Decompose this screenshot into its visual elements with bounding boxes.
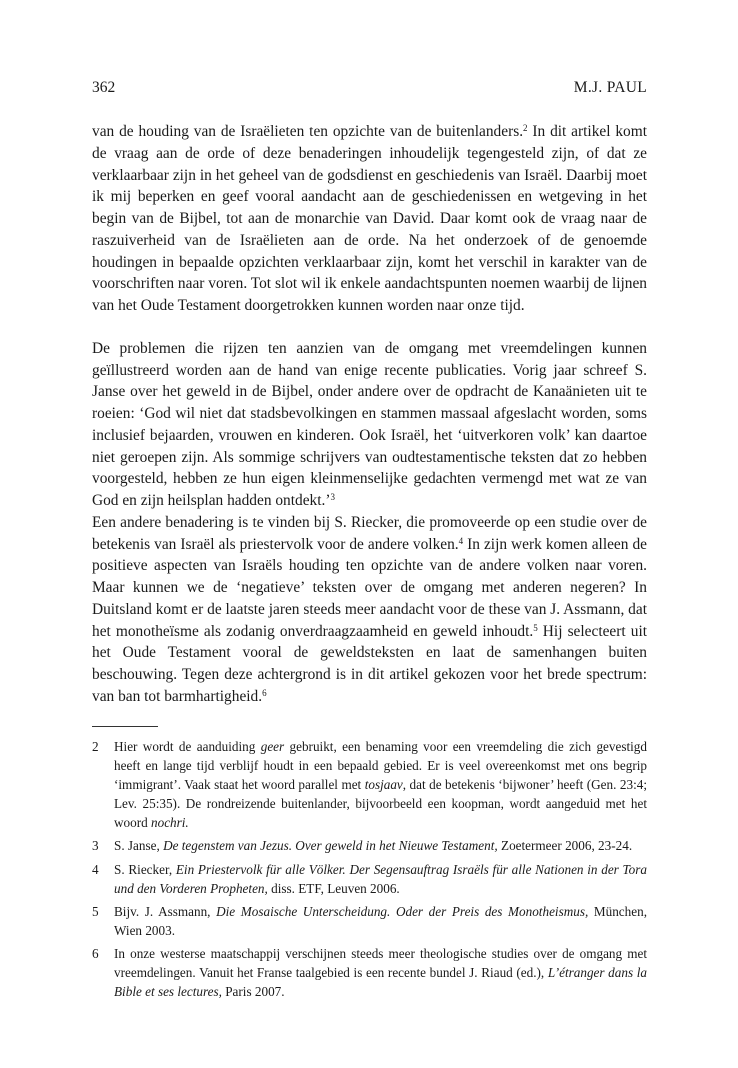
paragraph-2: De problemen die rijzen ten aanzien van de omgang met vreemdelingen kunnen geïllustreerd worden aan de hand van enige recente publicaties. Vorig jaar schreef S. Janse over het geweld in de Bijbel, onder andere over de opdracht de Kanaänieten uit te roeien: ‘God wil niet dat stadsbevolkingen en stammen massaal afgeslacht worden, soms inclusief bejaarden, vrouwen en kinderen. Ook Israël, het ‘uitverkoren volk’ kan daartoe niet geroepen zijn. Als sommige schrijvers van oudtestamentische teksten dat zo hebben voorgesteld, hebben ze hun eigen kleinmenselijke gedachten vermengd met wat ze van God en zijn heilsplan hadden ontdekt.’$^3$ bbox=[92, 339, 647, 509]
footnote-ref-2[interactable]: 2 bbox=[523, 123, 528, 133]
footnote-number: 4 bbox=[92, 861, 99, 877]
footnote-ref-6[interactable]: 6 bbox=[262, 687, 267, 698]
footnote-2: 2 Hier wordt de aanduiding geer gebruikt, een benaming voor een vreemdeling die zich gevestigd heeft en lange tijd verblijf houdt in een bepaald gebied. Er is veel overeenkomst met ons begrip ‘immigrant’. Vaak staat het woord parallel met tosjaav, dat de betekenis ‘bijwoner’ heeft (Gen. 23:4; Lev. 25:35). De rondreizende buitenlander, bijvoorbeeld een koopman, wordt aangeduid met het woord nochri. bbox=[92, 739, 647, 831]
footnote-ref-3[interactable]: 3 bbox=[330, 492, 335, 502]
footnote-6: 6 In onze westerse maatschappij verschijnen steeds meer theologische studies over de omgang met vreemdelingen. Vanuit het Franse taalgebied is een recente bundel J. Riaud (ed.), L’étranger dans la Bible et ses lectures, Paris 2007. bbox=[92, 945, 647, 1000]
footnote-number: 2 bbox=[92, 739, 99, 754]
paragraph-3: Een andere benadering is te vinden bij S. Riecker, die promoveerde op een studie over de betekenis van Israël als priestervolk voor de andere volken.$^4$ In zijn werk komen alleen de positieve aspecten van Israëls houding ten opzichte van de andere volken naar voren. Maar kunnen we de ‘negatieve’ teksten over de omgang met anderen negeren? In Duitsland komt er de laatste jaren steeds meer aandacht voor de these van J. Assmann, dat het monotheïsme als zodanig onverdraagzaamheid en geweld inhoudt.$^5$ Hij selecteert uit het Oude Testament vooral de geweldsteksten en laat de samenhangen buiten beschouwing. Tegen deze achtergrond is in dit artikel gekozen voor het brede spectrum: van ban tot barmhartigheid.$^6$ bbox=[92, 513, 648, 705]
footnotes bbox=[92, 737, 647, 1005]
footnote-separator bbox=[92, 726, 158, 727]
footnote-ref-5[interactable]: 5 bbox=[533, 622, 538, 633]
paragraph-1: van de houding van de Israëlieten ten opzichte van de buitenlanders.$^2$ In dit artikel komt de vraag aan de orde of deze benaderingen inhoudelijk tegengesteld zijn, of dat ze verklaarbaar zijn in het geheel van de godsdienst en geschiedenis van Israël. Daarbij moet ik mij beperken en geef vooral aandacht aan de geschiedenissen en wetgeving in het begin van de Bijbel, tot aan de monarchie van David. Daar komt ook de vraag naar de raszuiverheid van de Israëlieten aan de orde. Na het onderzoek of de genoemde houdingen in bepaalde opzichten verklaarbaar zijn, komt het verschil in karakter van de voorschriften naar voren. Tot slot wil ik enkele aandachtspunten noemen waarbij de lijnen van het Oude Testament doorgetrokken kunnen worden naar onze tijd. bbox=[92, 123, 647, 314]
footnote-number: 3 bbox=[92, 838, 99, 854]
main-text bbox=[92, 121, 647, 708]
footnote-number: 6 bbox=[92, 945, 99, 961]
page-number: 362 bbox=[92, 79, 116, 96]
footnote-3: 3 S. Janse, De tegenstem van Jezus. Over geweld in het Nieuwe Testament, Zoetermeer 2006, 23-24. bbox=[92, 836, 647, 855]
footnote-4: 4 S. Riecker, Ein Priestervolk für alle Völker. Der Segensauftrag Israëls für alle Nationen in der Tora und den Vorderen Propheten, diss. ETF, Leuven 2006. bbox=[92, 861, 647, 896]
footnote-5: 5 Bijv. J. Assmann, Die Mosaische Unterscheidung. Oder der Preis des Monotheismus, München, Wien 2003. bbox=[92, 903, 647, 938]
running-header bbox=[92, 78, 647, 98]
footnote-number: 5 bbox=[92, 903, 99, 919]
running-head-author: M.J. PAUL bbox=[573, 79, 647, 96]
footnote-ref-4[interactable]: 4 bbox=[458, 535, 464, 546]
